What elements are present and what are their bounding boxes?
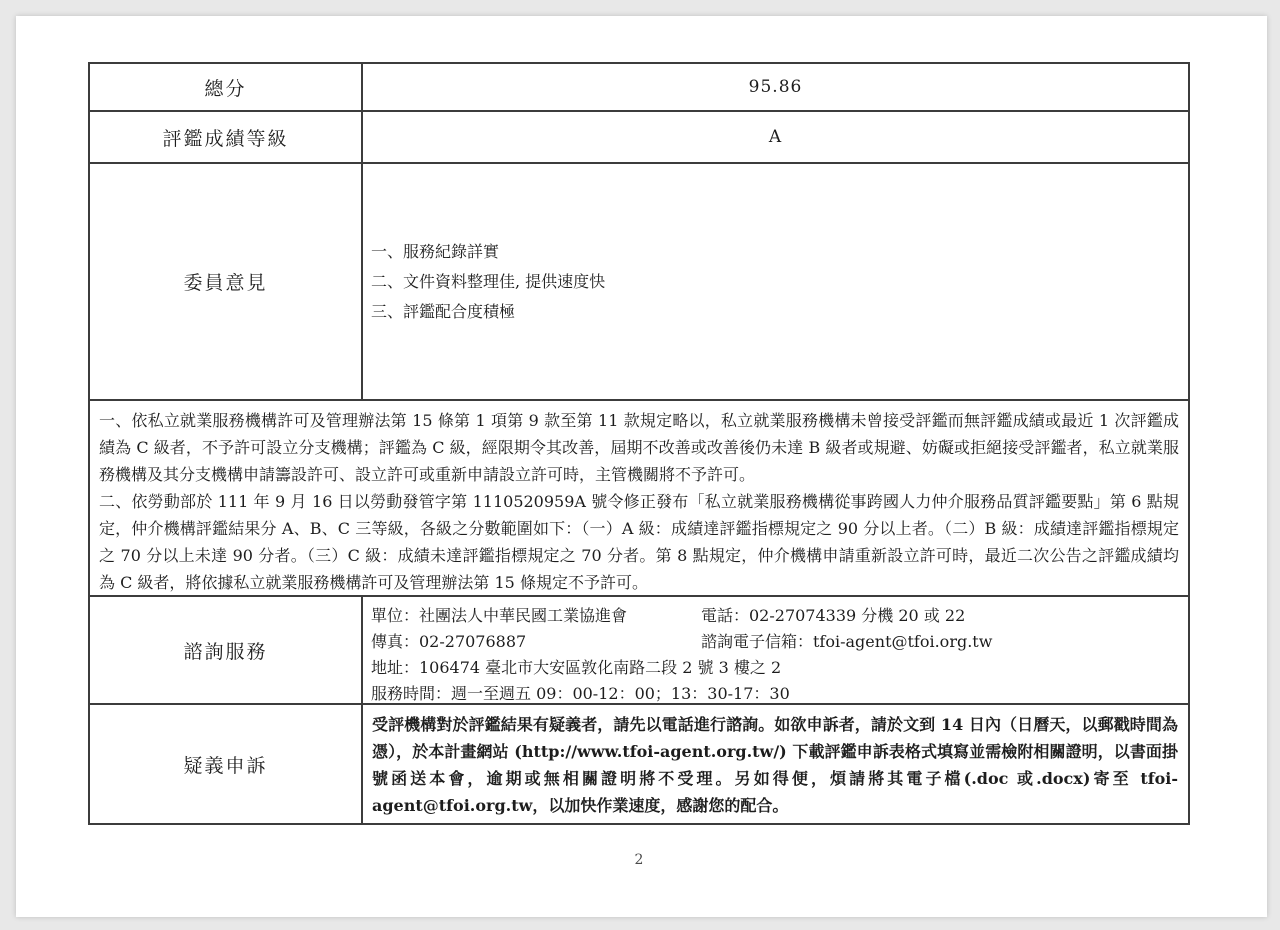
consult-phone: 電話：02-27074339 分機 20 或 22 <box>701 606 966 625</box>
total-score-value: 95.86 <box>748 77 803 97</box>
scanned-page-sheet <box>16 16 1267 917</box>
total-score-label: 總分 <box>90 64 363 110</box>
consult-address: 地址：106474 臺北市大安區敦化南路二段 2 號 3 樓之 2 <box>371 658 782 677</box>
regulation-notes <box>90 401 1188 595</box>
regulation-note-2: 二、依勞動部於 111 年 9 月 16 日以勞動發管字第 1110520959A 號令修正發布「私立就業服務機構從事跨國人力仲介服務品質評鑑要點」第 6 點規定，仲介機構評鑑結果分 A、B、C 三等級，各級之分數範圍如下：（一）A 級：成績達評鑑指標規定之 90 分以上者。（二）B 級：成績達評鑑指標規定之 70 分以上未達 90 分者。（三）C 級：成績未達評鑑指標規定之 70 分者。第 8 點規定，仲介機構申請重新設立許可時，最近二次公告之評鑑成績均為 C 級者，將依據私立就業服務機構許可及管理辦法第 15 條規定不予許可。 <box>99 492 1179 592</box>
committee-opinion-item: 二、文件資料整理佳, 提供速度快 <box>371 271 606 291</box>
consult-service-label: 諮詢服務 <box>90 597 363 703</box>
table-row-regulation-notes <box>90 401 1188 597</box>
committee-opinion-item: 一、服務紀錄詳實 <box>371 241 500 261</box>
table-row-consult-service <box>90 597 1188 705</box>
committee-opinions-list <box>363 164 1188 399</box>
consult-line-fax-email <box>371 629 1180 655</box>
table-row-appeal <box>90 705 1188 823</box>
grade-value: A <box>768 127 783 147</box>
consult-email: 諮詢電子信箱：tfoi-agent@tfoi.org.tw <box>701 632 993 651</box>
table-row-total-score <box>90 64 1188 112</box>
consult-service-info <box>363 597 1188 703</box>
table-row-committee-opinions <box>90 164 1188 401</box>
grade-label: 評鑑成績等級 <box>90 112 363 162</box>
page-number: 2 <box>634 852 644 868</box>
consult-unit: 單位：社團法人中華民國工業協進會 <box>371 606 628 625</box>
appeal-text: 受評機構對於評鑑結果有疑義者，請先以電話進行諮詢。如欲申訴者，請於文到 14 日內（日曆天，以郵戳時間為憑），於本計畫網站 (http://www.tfoi-agent.org.tw/) 下載評鑑申訴表格式填寫並需檢附相關證明，以書面掛號函送本會，逾期或無相關證明將不受理。另如得便，煩請將其電子檔(.doc 或.docx)寄至 tfoi-agent@tfoi.org.tw，以加快作業速度，感謝您的配合。 <box>372 715 1178 815</box>
regulation-note-1: 一、依私立就業服務機構許可及管理辦法第 15 條第 1 項第 9 款至第 11 款規定略以，私立就業服務機構未曾接受評鑑而無評鑑成績或最近 1 次評鑑成績為 C 級者，不予許可設立分支機構；評鑑為 C 級，經限期令其改善，屆期不改善或改善後仍未達 B 級者或規避、妨礙或拒絕接受評鑑者，私立就業服務機構及其分支機構申請籌設許可、設立許可或重新申請設立許可時，主管機關將不予許可。 <box>99 411 1179 484</box>
committee-opinions-label: 委員意見 <box>90 164 363 399</box>
consult-hours: 服務時間：週一至週五 09：00-12：00；13：30-17：30 <box>371 684 790 703</box>
consult-line-unit-phone <box>371 603 1180 629</box>
evaluation-result-table <box>88 62 1190 825</box>
table-row-grade <box>90 112 1188 164</box>
committee-opinion-item: 三、評鑑配合度積極 <box>371 301 516 321</box>
appeal-label: 疑義申訴 <box>90 705 363 823</box>
consult-fax: 傳真：02-27076887 <box>371 632 527 651</box>
